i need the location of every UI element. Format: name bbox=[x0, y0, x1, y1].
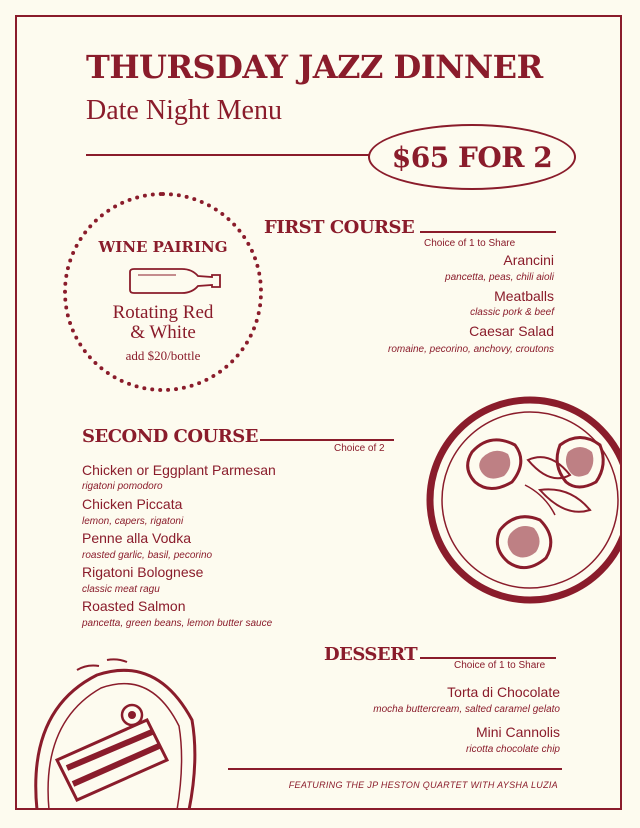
wine-pairing-line: Rotating Red bbox=[112, 302, 214, 323]
second-course-title: SECOND COURSE bbox=[82, 426, 258, 447]
menu-item-name: Rigatoni Bolognese bbox=[82, 564, 204, 580]
menu-item-name: Roasted Salmon bbox=[82, 598, 186, 614]
menu-item-desc: lemon, capers, rigatoni bbox=[82, 516, 184, 527]
menu-item-name: Mini Cannolis bbox=[475, 724, 560, 740]
dessert-title: DESSERT bbox=[324, 644, 418, 665]
wine-bottle-icon bbox=[126, 266, 222, 296]
menu-item-desc: roasted garlic, basil, pecorino bbox=[82, 550, 213, 561]
menu-item-desc: classic meat ragu bbox=[82, 584, 160, 595]
menu-item-desc: romaine, pecorino, anchovy, croutons bbox=[387, 344, 554, 355]
divider bbox=[228, 768, 562, 770]
menu-item-desc: pancetta, green beans, lemon butter sauce bbox=[82, 618, 273, 629]
wine-pairing-line: & White bbox=[130, 322, 196, 343]
menu-item-desc: mocha buttercream, salted caramel gelato bbox=[373, 704, 560, 715]
menu-title: THURSDAY JAZZ DINNER bbox=[86, 48, 543, 86]
menu-subtitle: Date Night Menu bbox=[86, 95, 282, 126]
first-course-note: Choice of 1 to Share bbox=[424, 238, 516, 249]
menu-item-desc: pancetta, peas, chili aioli bbox=[445, 272, 554, 283]
price-badge: $65 FOR 2 bbox=[368, 124, 576, 190]
menu-item-name: Torta di Chocolate bbox=[447, 684, 560, 700]
menu-item-desc: classic pork & beef bbox=[470, 307, 554, 318]
divider bbox=[420, 657, 556, 659]
divider bbox=[86, 154, 370, 156]
menu-item-name: Arancini bbox=[503, 252, 554, 268]
menu-item-desc: rigatoni pomodoro bbox=[82, 481, 163, 492]
fig-plate-illustration bbox=[420, 390, 620, 630]
wine-pairing-text bbox=[63, 303, 263, 343]
wine-pairing-title: WINE PAIRING bbox=[98, 238, 228, 256]
menu-item-name: Penne alla Vodka bbox=[82, 530, 191, 546]
divider bbox=[420, 231, 556, 233]
divider bbox=[260, 439, 394, 441]
menu-item-name: Caesar Salad bbox=[469, 323, 554, 339]
dessert-note: Choice of 1 to Share bbox=[454, 660, 546, 671]
menu-item-name: Meatballs bbox=[494, 288, 554, 304]
cake-plate-illustration bbox=[17, 650, 197, 810]
menu-item-desc: ricotta chocolate chip bbox=[466, 744, 560, 755]
second-course-note: Choice of 2 bbox=[334, 443, 385, 454]
footer-text: FEATURING THE JP HESTON QUARTET WITH AYSHA LUZIA bbox=[288, 780, 558, 790]
menu-item-name: Chicken or Eggplant Parmesan bbox=[82, 462, 276, 478]
menu-item-name: Chicken Piccata bbox=[82, 496, 183, 512]
wine-pairing-price: add $20/bottle bbox=[125, 348, 201, 363]
first-course-title: FIRST COURSE bbox=[264, 217, 415, 238]
